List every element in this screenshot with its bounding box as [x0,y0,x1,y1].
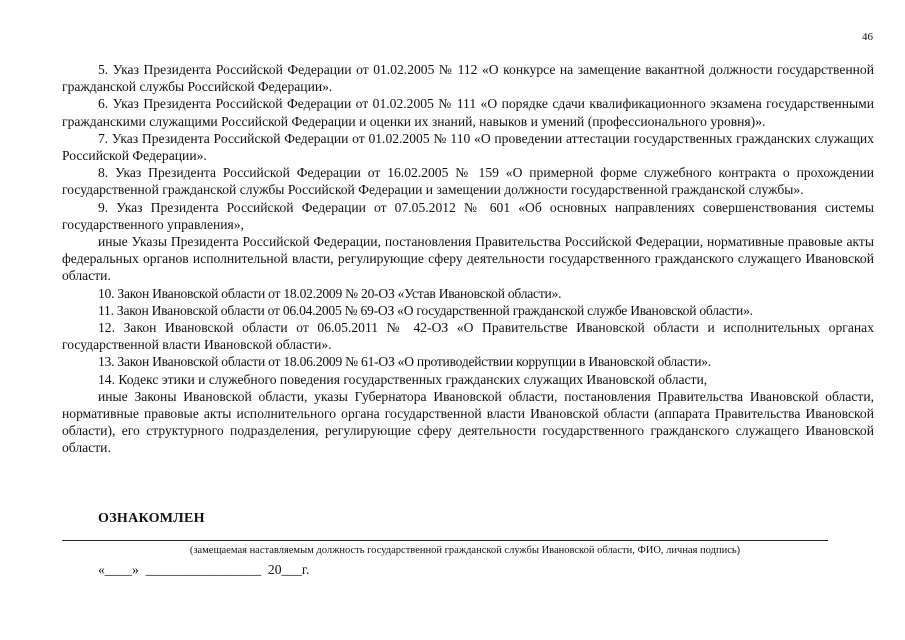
document-body [62,61,874,457]
list-item-6: 6. Указ Президента Российской Федерации от 01.02.2005 № 111 «О порядке сдачи квалификационного экзамена государственными гражданскими служащими Российской Федерации и оценки их знаний, навыков и умений (профессионального уровня)». [62,96,874,129]
list-item-8: 8. Указ Президента Российской Федерации от 16.02.2005 № 159 «О примерной форме служебного контракта о прохождении государственной гражданской службы Российской Федерации и замещении должности государственной гражданской службы». [62,165,874,198]
list-item-7: 7. Указ Президента Российской Федерации от 01.02.2005 № 110 «О проведении аттестации государственных гражданских служащих Российской Федерации». [62,130,874,164]
list-item-5: 5. Указ Президента Российской Федерации от 01.02.2005 № 112 «О конкурсе на замещение вакантной должности государственной гражданской службы Российской Федерации». [62,62,874,95]
federal-acts-note: иные Указы Президента Российской Федерации, постановления Правительства Российской Федерации, нормативные правовые акты федеральных органов исполнительной власти, регулирующие сферу деятельности государственного гражданского служащего Ивановской области. [62,234,874,284]
signature-caption: (замещаемая наставляемым должность государственной гражданской службы Ивановской области, ФИО, личная подпись) [189,545,741,556]
list-item-12: 12. Закон Ивановской области от 06.05.2011 № 42-ОЗ «О Правительстве Ивановской области и исполнительных органах государственной власти Ивановской области». [62,320,874,353]
acknowledgement-title: ОЗНАКОМЛЕН [98,511,205,526]
list-item-13: 13. Закон Ивановской области от 18.06.2009 № 61-ОЗ «О противодействии коррупции в Ивановской области». [98,354,711,370]
page-number: 46 [862,31,873,43]
date-line: «____» _________________ 20___г. [98,562,310,577]
regional-acts-note: иные Законы Ивановской области, указы Губернатора Ивановской области, постановления Правительства Ивановской области, нормативные правовые акты исполнительного органа государственной власти Ивановской области (аппарата Правительства Ивановской области), его структурного подразделения, регулирующие сферу деятельности государственного гражданского служащего Ивановской области. [62,388,874,456]
list-item-9: 9. Указ Президента Российской Федерации от 07.05.2012 № 601 «Об основных направлениях совершенствования системы государственного управления», [62,199,874,232]
list-item-10: 10. Закон Ивановской области от 18.02.2009 № 20-ОЗ «Устав Ивановской области». [98,285,562,301]
list-item-11: 11. Закон Ивановской области от 06.04.2005 № 69-ОЗ «О государственной гражданской службе Ивановской области». [98,302,753,318]
list-item-14: 14. Кодекс этики и служебного поведения государственных гражданских служащих Ивановской области, [98,371,708,387]
signature-line [62,540,828,541]
